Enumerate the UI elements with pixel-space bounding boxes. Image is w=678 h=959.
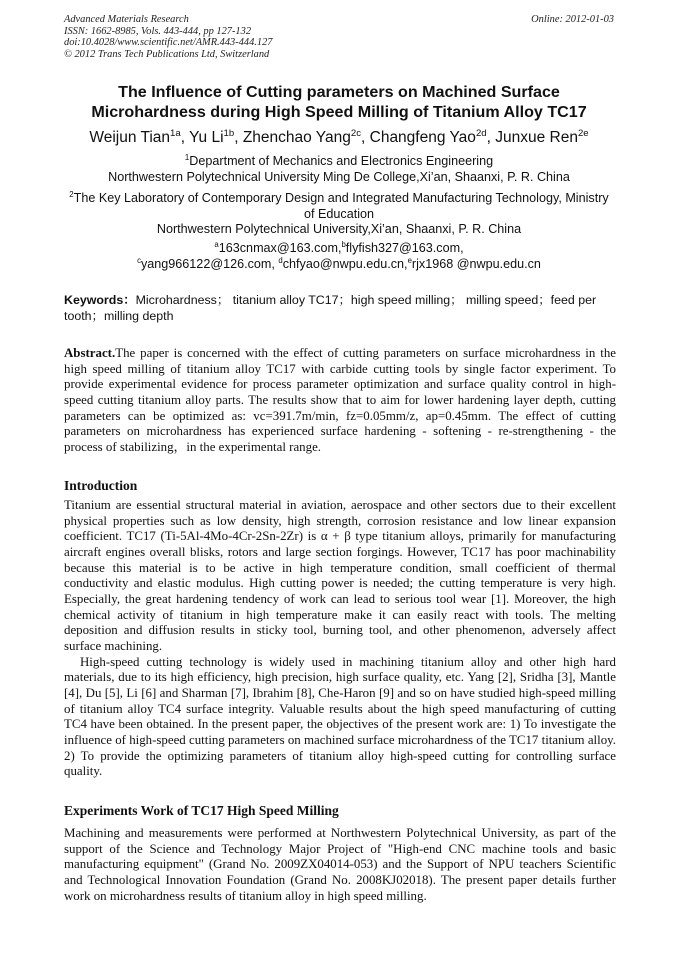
journal-name: Advanced Materials Research [64, 14, 189, 25]
abstract-text: The paper is concerned with the effect of cutting parameters on surface microhardness in the high speed milling of titanium alloy TC17 with carbide cutting tools by single factor experiment. To provide experimental evidence for process parameter optimization and surface quality control in high-speed cutting titanium alloy parts. The results show that to aim for lower hardening layer depth, cutting parameters can be optimized as: vc=391.7m/min, fz=0.05mm/z, ap=0.45mm. The effect of cutting parameters on microhardness has experienced surface hardening - softening - re-strengthening - the process of stabilizing，in the experimental range. [64, 346, 616, 454]
author-name: Changfeng Yao [369, 129, 476, 146]
email-marker: c [137, 255, 141, 265]
email-marker: b [341, 239, 346, 249]
section-heading-introduction: Introduction [64, 478, 138, 493]
paper-title [50, 82, 628, 122]
author-superscript: 1b [223, 127, 235, 139]
email-d[interactable]: chfyao@nwpu.edu.cn, [282, 256, 408, 271]
introduction-paragraph-2: High-speed cutting technology is widely used in machining titanium alloy and other high hard materials, due to its high efficiency, high precision, high surface quality, etc. Yang [2], Sridha [3], Mantle [4], Du [5], Li [6] and Sharman [7], Ibrahim [8], Che-Haron [9] and so on have studied high-speed milling of titanium alloy TC4 surface integrity. Valuable results about the high speed manufacturing of cutting TC4 have been obtained. In the present paper, the objectives of the present work are: 1) To investigate the influence of high-speed cutting parameters on machined surface microhardness of the TC17 titanium alloy. 2) To provide the optimizing parameters of titanium alloy high-speed cutting for controlling surface quality. [64, 654, 616, 779]
affiliation-2-line-1: The Key Laboratory of Contemporary Design and Integrated Manufacturing Technology, Ministry [73, 191, 609, 205]
author-superscript: 2e [577, 127, 589, 139]
affiliation-marker: 2 [69, 189, 74, 199]
section-heading-experiments: Experiments Work of TC17 High Speed Milling [64, 803, 339, 818]
affiliation-1-line-1: Department of Mechanics and Electronics Engineering [189, 154, 494, 168]
experiments-paragraph-1: Machining and measurements were performed at Northwestern Polytechnical University, as part of the support of the Science and Technology Major Project of "High-end CNC machine tools and basic manufacturing equipment" (Grand No. 2009ZX04014-053) and the Support of NPU teachers Scientific and Technological Innovation Foundation (Grand No. 2008KJ02018). The present paper details further work on microhardness results of titanium alloy in high speed milling. [64, 826, 616, 903]
email-b[interactable]: flyfish327@163.com, [345, 241, 464, 255]
author-superscript: 2c [350, 127, 361, 139]
journal-header [64, 14, 404, 60]
keywords-label: Keywords： [64, 293, 136, 307]
affiliation-1 [54, 154, 624, 185]
author-name: Weijun Tian [89, 129, 171, 146]
affiliation-1-line-2: Northwestern Polytechnical University Ming De College,Xi’an, Shaanxi, P. R. China [108, 169, 570, 184]
experiments-body [64, 826, 616, 904]
journal-issn: ISSN: 1662-8985, Vols. 443-444, pp 127-132 [64, 25, 252, 37]
email-e[interactable]: rjx1968 @nwpu.edu.cn [411, 256, 541, 271]
online-date: Online: 2012-01-03 [531, 14, 614, 25]
affiliation-2-line-2: of Education [303, 206, 375, 221]
author-emails [54, 241, 624, 272]
author-superscript: 1a [170, 127, 181, 139]
author-name: Junxue Ren [495, 129, 578, 146]
email-marker: d [278, 255, 283, 265]
affiliation-2-line-3: Northwestern Polytechnical University,Xi’an, Shaanxi, P. R. China [156, 222, 522, 236]
keywords [64, 292, 616, 324]
email-marker: a [214, 239, 219, 249]
abstract [64, 346, 616, 456]
abstract-label: Abstract. [64, 346, 116, 360]
email-c[interactable]: yang966122@126.com, [140, 256, 279, 271]
author-name: Yu Li [189, 129, 224, 146]
paper-title-line-2: Microhardness during High Speed Milling of Titanium Alloy TC17 [91, 103, 587, 121]
paper-title-line-1: The Influence of Cutting parameters on Machined Surface [118, 83, 560, 101]
author-list: Weijun Tian$^{1a}$, Yu $Li^{1b}$, Zhenchao Yang$^{2c}$, Changfeng Yao$^{2d}$, Junxue Ren$^{2e}$ [89, 127, 589, 146]
introduction-body [64, 498, 616, 780]
journal-doi[interactable]: doi:10.4028/www.scientific.net/AMR.443-444.127 [64, 37, 273, 49]
author-superscript: 2d [475, 127, 487, 139]
affiliation-2 [54, 191, 624, 238]
keywords-text: Microhardness； titanium alloy TC17；high speed milling； milling speed；feed per tooth；milling depth [64, 293, 597, 323]
journal-copyright: © 2012 Trans Tech Publications Ltd, Switzerland [64, 48, 270, 60]
affiliation-marker: 1 [184, 152, 190, 162]
introduction-paragraph-1: Titanium are essential structural material in aviation, aerospace and other sectors due to their excellent physical properties such as low density, high strength, corrosion resistance and low linear expansion coefficient. TC17 (Ti-5Al-4Mo-4Cr-2Sn-2Zr) is α + β type titanium alloys, primarily for manufacturing aircraft engines overall blisks, rotors and large section forgings. However, TC17 has poor machinability because this material is to be active in high temperature condition, small coefficient of thermal conductivity and elastic modulus. High cutting power is needed; the cutting temperature is very high. Especially, the great hardening tendency of work can lead to serious tool wear [1]. Moreover, the high chemical activity of titanium in high temperature make it can easily react with tools. The melting deposition and diffusion results in sticky tool, burning tool, and other phenomenon, adversely affect surface machining. [64, 498, 616, 653]
email-marker: e [407, 255, 412, 265]
author-name: Zhenchao Yang [242, 129, 351, 146]
email-a[interactable]: 163cnmax@163.com, [218, 241, 342, 255]
